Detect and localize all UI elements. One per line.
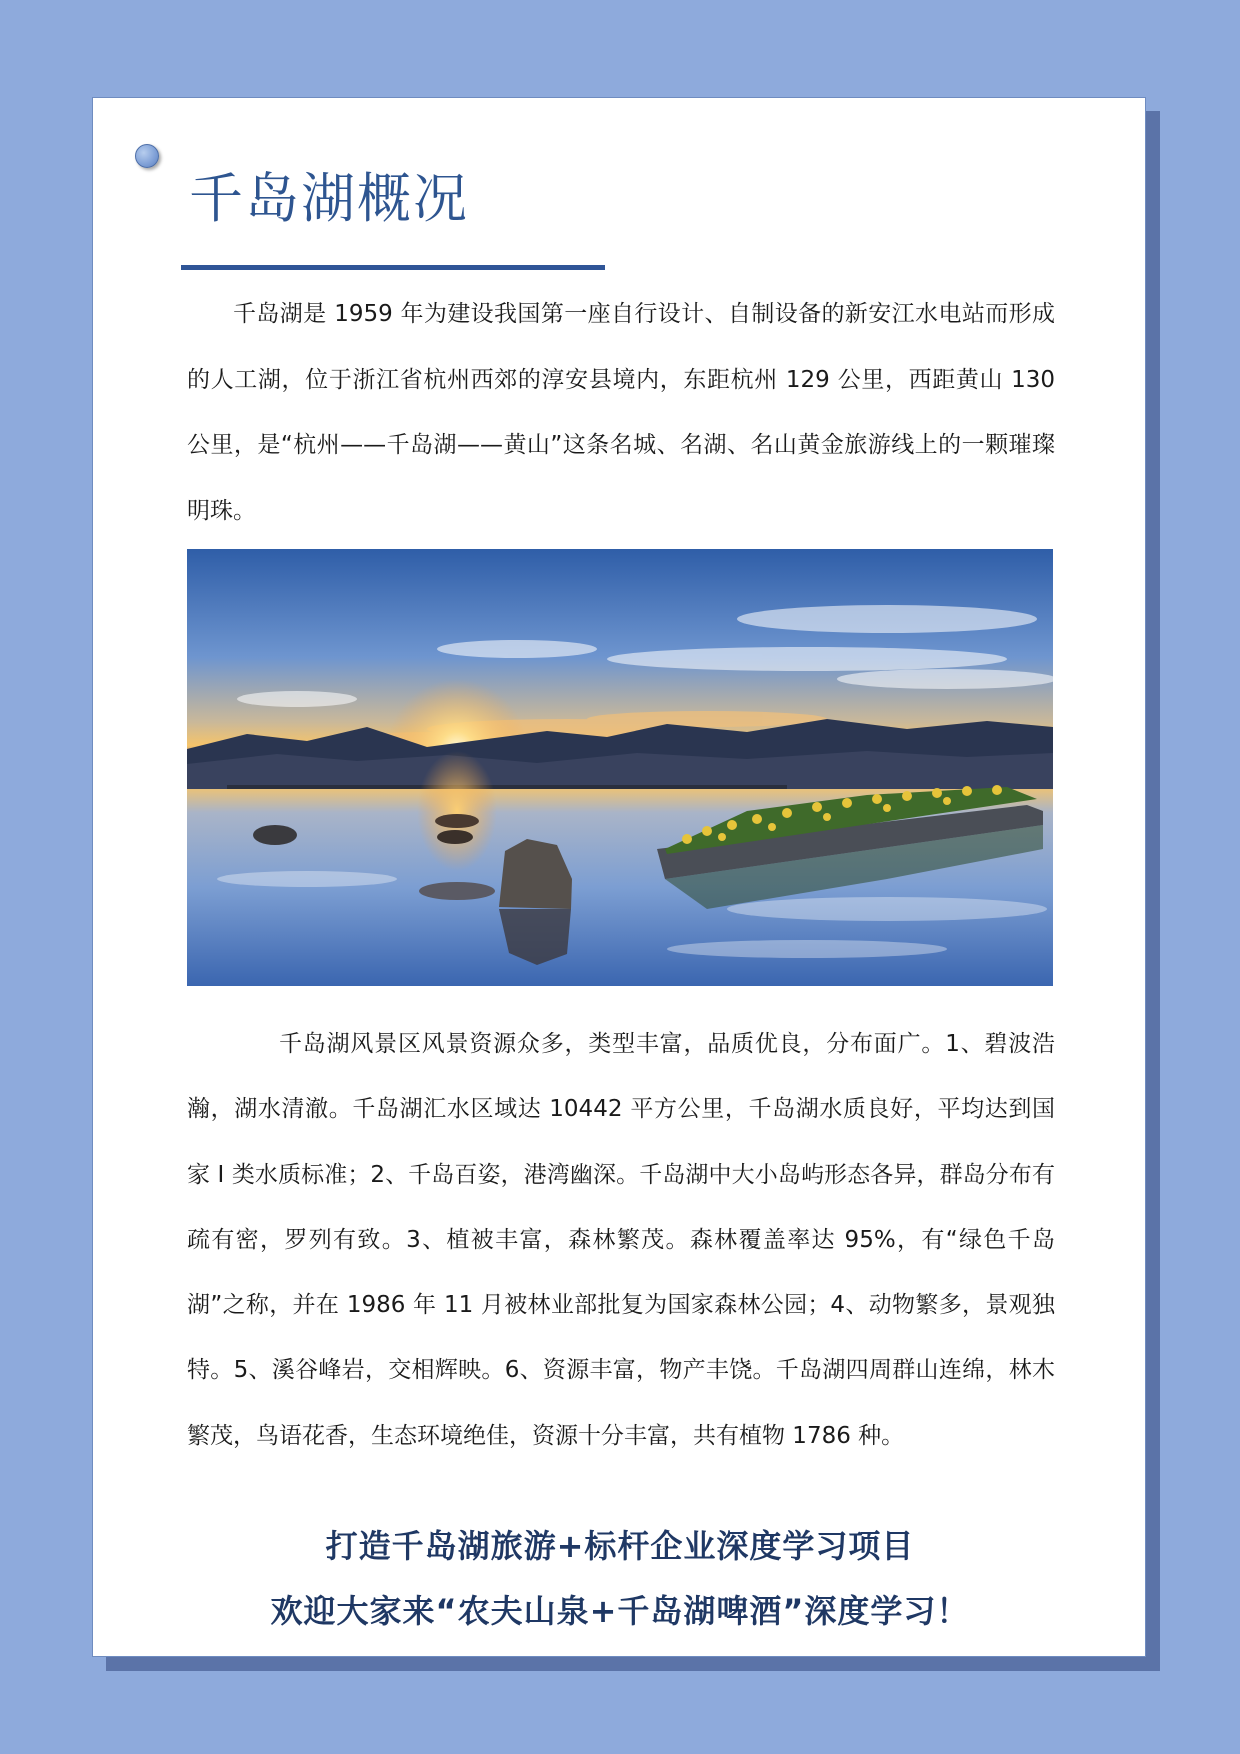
- body-paragraph: 千岛湖风景区风景资源众多，类型丰富，品质优良，分布面广。1、碧波浩瀚，湖水清澈。千岛湖汇水区域达 10442 平方公里，千岛湖水质良好，平均达到国家 Ⅰ 类水质标准；2、千岛百姿，港湾幽深。千岛湖中大小岛屿形态各异，群岛分布有疏有密，罗列有致。3、植被丰富，森林繁茂。森林覆盖率达 95%，有“绿色千岛湖”之称，并在 1986 年 11 月被林业部批复为国家森林公园；4、动物繁多，景观独特。5、溪谷峰岩，交相辉映。6、资源丰富，物产丰饶。千岛湖四周群山连绵，林木繁茂，鸟语花香，生态环境绝佳，资源十分丰富，共有植物 1786 种。: [187, 1031, 1055, 1449]
- qiandao-lake-sunset-photo: [187, 549, 1053, 986]
- title-underline: [181, 265, 605, 270]
- document-page: [92, 97, 1146, 1657]
- intro-paragraph: 千岛湖是 1959 年为建设我国第一座自行设计、自制设备的新安江水电站而形成的人工湖，位于浙江省杭州西郊的淳安县境内，东距杭州 129 公里，西距黄山 130 公里，是“杭州——千岛湖——黄山”这条名城、名湖、名山黄金旅游线上的一颗璀璨明珠。: [187, 301, 1055, 524]
- slogan-line-1: 打造千岛湖旅游+标杆企业深度学习项目: [325, 1527, 915, 1565]
- page-title: 千岛湖概况: [189, 167, 469, 230]
- bullet-dot-icon: [135, 144, 159, 168]
- slogan-line-2: 欢迎大家来“农夫山泉+千岛湖啤酒”深度学习！: [270, 1592, 970, 1630]
